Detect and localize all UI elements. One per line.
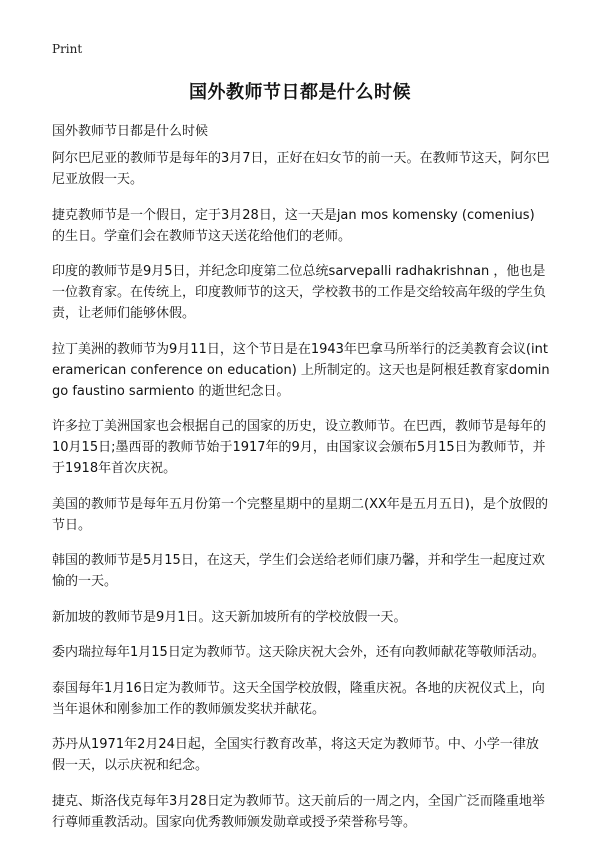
paragraph-latin-america-countries: 许多拉丁美洲国家也会根据自己的国家的历史，设立教师节。在巴西，教师节是每年的10月15日;墨西哥的教师节始于1917年的9月，由国家议会颁布5月15日为教师节，并于1918年首次庆祝。: [52, 419, 547, 476]
document-subtitle: 国外教师节日都是什么时候: [52, 124, 209, 139]
document-body: [52, 148, 550, 847]
paragraph-singapore: 新加坡的教师节是9月1日。这天新加坡所有的学校放假一天。: [52, 609, 407, 625]
paragraph-czechoslovakia: 捷克、斯洛伐克每年3月28日定为教师节。这天前后的一周之内，全国广泛而隆重地举行尊师重教活动。国家向优秀教师颁发勋章或授予荣誉称号等。: [52, 793, 545, 830]
paragraph-thailand: 泰国每年1月16日定为教师节。这天全国学校放假，隆重庆祝。各地的庆祝仪式上，向当年退休和刚参加工作的教师颁发奖状并献花。: [52, 680, 545, 717]
paragraph-usa: 美国的教师节是每年五月份第一个完整星期中的星期二(XX年是五月五日)，是个放假的节日。: [52, 496, 548, 533]
paragraph-sudan: 苏丹从1971年2月24日起，全国实行教育改革，将这天定为教师节。中、小学一律放假一天，以示庆祝和纪念。: [52, 737, 539, 773]
paragraph-czech: 捷克教师节是一个假日，定于3月28日，这一天是jan mos komensky (comenius) 的生日。学童们会在教师节这天送花给他们的老师。: [52, 207, 535, 244]
paragraph-korea: 韩国的教师节是5月15日，在这天，学生们会送给老师们康乃馨，并和学生一起度过欢愉的一天。: [52, 553, 545, 589]
paragraph-india: 印度的教师节是9月5日，并纪念印度第二位总统sarvepalli radhakrishnan ，他也是一位教育家。在传统上，印度教师节的这天，学校教书的工作是交给较高年级的学生负责，让老师们能够休假。: [52, 264, 547, 321]
paragraph-venezuela: 委内瑞拉每年1月15日定为教师节。这天除庆祝大会外，还有向教师献花等敬师活动。: [52, 645, 545, 660]
page-title: 国外教师节日都是什么时候: [189, 82, 411, 103]
print-link[interactable]: Print: [52, 42, 83, 56]
paragraph-albania: 阿尔巴尼亚的教师节是每年的3月7日，正好在妇女节的前一天。在教师节这天，阿尔巴尼亚放假一天。: [52, 151, 550, 187]
paragraph-latin-america: 拉丁美洲的教师节为9月11日，这个节日是在1943年巴拿马所举行的泛美教育会议(interamerican conference on education) 上所制定的。这天也是阿根廷教育家domingo faustino sarmiento 的逝世纪念日。: [52, 341, 550, 399]
